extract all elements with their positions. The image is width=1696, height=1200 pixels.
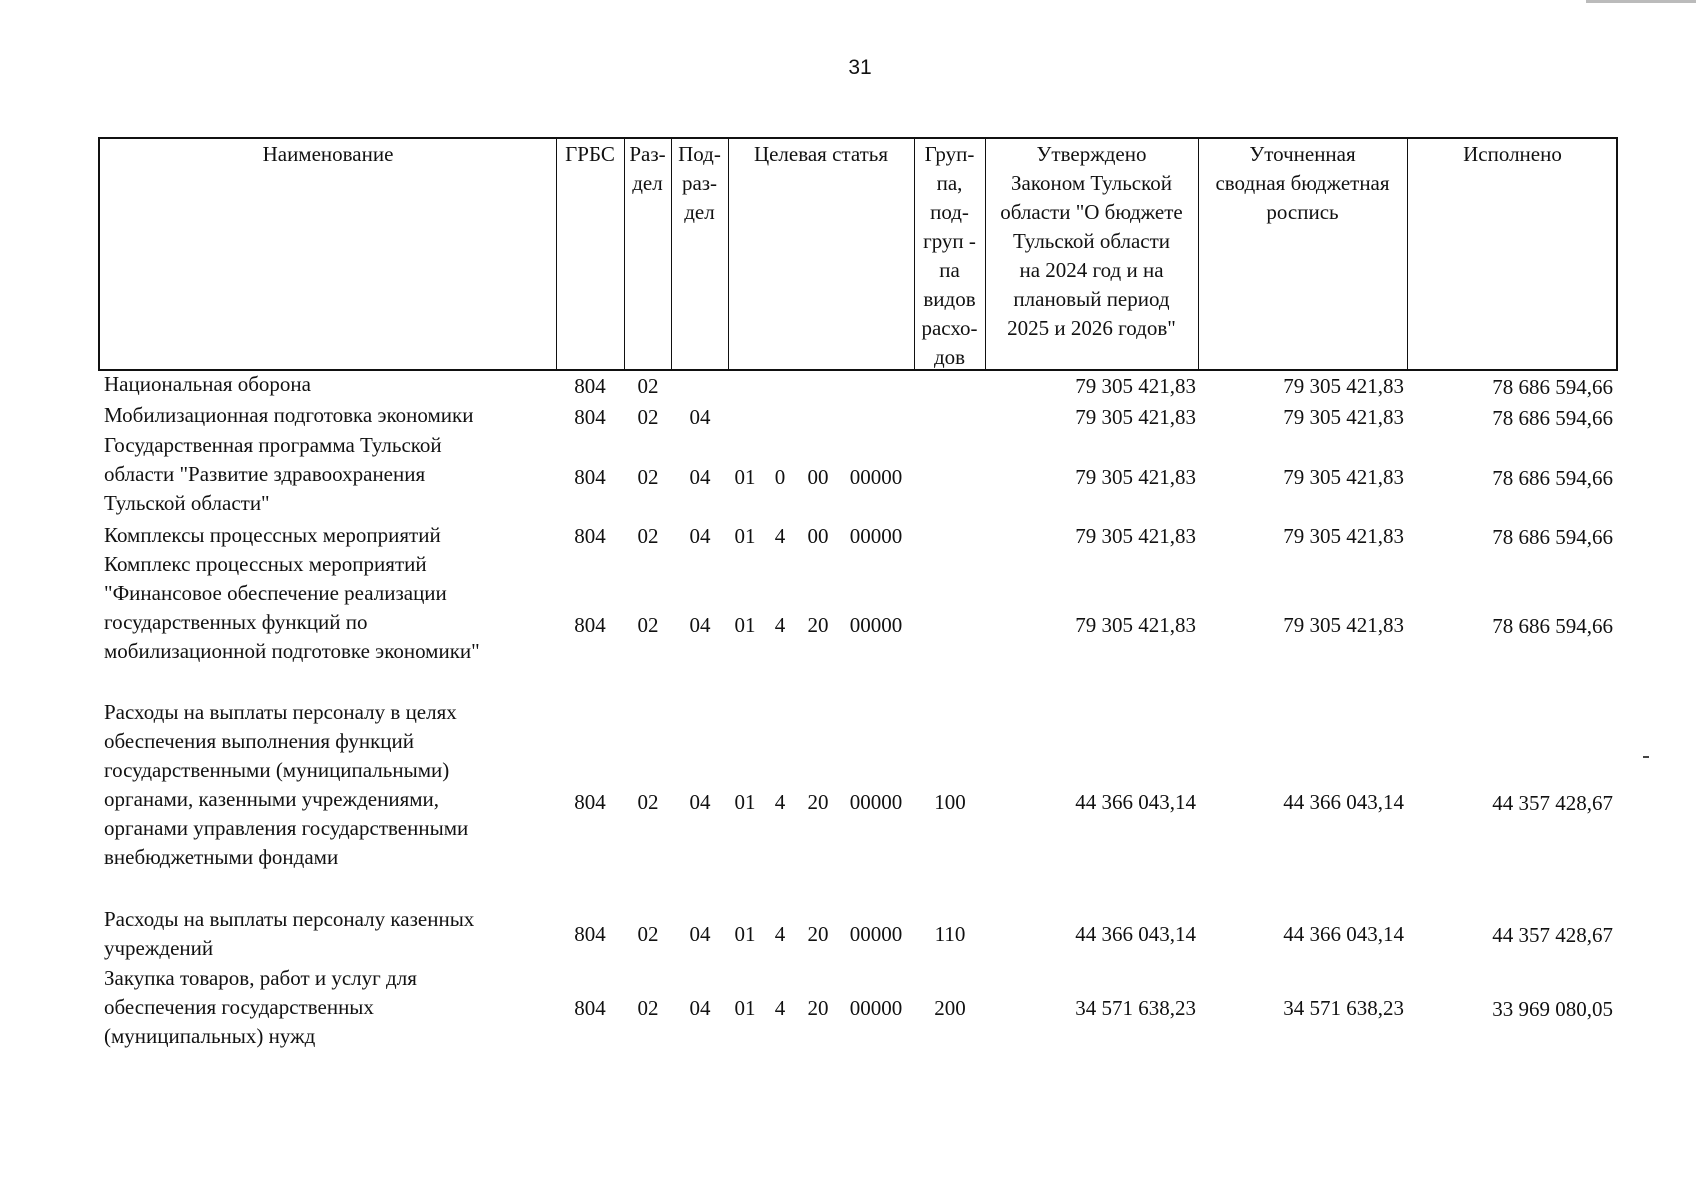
cell-podrazdel: 04: [689, 465, 711, 489]
cell-utochnennaya: 79 305 421,83: [1283, 374, 1404, 398]
cell-utochnennaya: 79 305 421,83: [1283, 405, 1404, 429]
cell-podrazdel: 04: [689, 524, 711, 548]
row-name: Государственная программа Тульской области "Развитие здравоохранения Тульской области": [104, 433, 442, 515]
cell-grbs: 804: [574, 374, 606, 398]
cell-cs-direction: 00000: [849, 613, 903, 637]
cell-grbs: 804: [574, 922, 606, 946]
cell-ispolneno: 78 686 594,66: [1492, 525, 1613, 549]
cell-utverzhdeno: 44 366 043,14: [1075, 790, 1196, 814]
cell-cs-program: 01: [734, 613, 756, 637]
cell-utverzhdeno: 79 305 421,83: [1075, 613, 1196, 637]
cell-razdel: 02: [637, 613, 659, 637]
cell-utochnennaya: 79 305 421,83: [1283, 465, 1404, 489]
cell-grbs: 804: [574, 465, 606, 489]
header-utverzhdeno: Утверждено Законом Тульской области "О бюджете Тульской области на 2024 год и на плановый период 2025 и 2026 годов": [1000, 142, 1183, 340]
cell-utverzhdeno: 44 366 043,14: [1075, 922, 1196, 946]
cell-utochnennaya: 44 366 043,14: [1283, 790, 1404, 814]
cell-cs-event: 20: [807, 790, 829, 814]
row-name: Мобилизационная подготовка экономики: [104, 403, 474, 427]
cell-razdel: 02: [637, 922, 659, 946]
cell-podrazdel: 04: [689, 405, 711, 429]
header-utochnennaya: Уточненная сводная бюджетная роспись: [1215, 142, 1390, 224]
row-name: Комплекс процессных мероприятий "Финансовое обеспечение реализации государственных функций по мобилизационной подготовке экономики": [104, 552, 480, 663]
cell-cs-direction: 00000: [849, 922, 903, 946]
cell-cs-event: 00: [807, 465, 829, 489]
header-gruppa: Груп- па, под- груп - па видов расхо- дов: [921, 142, 978, 369]
cell-razdel: 02: [637, 524, 659, 548]
cell-cs-program: 01: [734, 996, 756, 1020]
cell-cs-event: 20: [807, 996, 829, 1020]
cell-ispolneno: 78 686 594,66: [1492, 375, 1613, 399]
page-number: 31: [848, 56, 872, 79]
cell-podrazdel: 04: [689, 790, 711, 814]
cell-razdel: 02: [637, 374, 659, 398]
cell-podrazdel: 04: [689, 996, 711, 1020]
cell-utochnennaya: 79 305 421,83: [1283, 524, 1404, 548]
row-name: Национальная оборона: [104, 372, 311, 396]
cell-utverzhdeno: 34 571 638,23: [1075, 996, 1196, 1020]
cell-ispolneno: 78 686 594,66: [1492, 466, 1613, 490]
cell-gruppa: 100: [934, 790, 966, 814]
cell-utochnennaya: 34 571 638,23: [1283, 996, 1404, 1020]
cell-cs-program: 01: [734, 922, 756, 946]
cell-grbs: 804: [574, 405, 606, 429]
header-celevaya-statya: Целевая статья: [753, 142, 889, 166]
cell-razdel: 02: [637, 465, 659, 489]
cell-gruppa: 110: [934, 922, 966, 946]
cell-ispolneno: 78 686 594,66: [1492, 406, 1613, 430]
header-razdel: Раз- дел: [629, 142, 666, 195]
cell-ispolneno: 44 357 428,67: [1492, 923, 1613, 947]
cell-podrazdel: 04: [689, 922, 711, 946]
cell-razdel: 02: [637, 790, 659, 814]
cell-cs-direction: 00000: [849, 790, 903, 814]
cell-cs-event: 00: [807, 524, 829, 548]
cell-grbs: 804: [574, 613, 606, 637]
cell-cs-type: 4: [774, 524, 786, 548]
cell-cs-program: 01: [734, 524, 756, 548]
cell-ispolneno: 78 686 594,66: [1492, 614, 1613, 638]
header-grbs: ГРБС: [565, 142, 615, 166]
header-ispolneno: Исполнено: [1463, 142, 1562, 166]
row-name: Расходы на выплаты персоналу казенных учреждений: [104, 907, 475, 960]
cell-cs-type: 4: [774, 922, 786, 946]
cell-cs-direction: 00000: [849, 465, 903, 489]
cell-razdel: 02: [637, 996, 659, 1020]
cell-grbs: 804: [574, 524, 606, 548]
header-podrazdel: Под- раз- дел: [678, 142, 721, 224]
cell-cs-program: 01: [734, 465, 756, 489]
cell-cs-program: 01: [734, 790, 756, 814]
cell-utverzhdeno: 79 305 421,83: [1075, 524, 1196, 548]
cell-grbs: 804: [574, 790, 606, 814]
cell-utochnennaya: 79 305 421,83: [1283, 613, 1404, 637]
cell-utochnennaya: 44 366 043,14: [1283, 922, 1404, 946]
cell-utverzhdeno: 79 305 421,83: [1075, 374, 1196, 398]
cell-utverzhdeno: 79 305 421,83: [1075, 405, 1196, 429]
row-name: Закупка товаров, работ и услуг для обеспечения государственных (муниципальных) нужд: [104, 966, 417, 1048]
cell-utverzhdeno: 79 305 421,83: [1075, 465, 1196, 489]
cell-ispolneno: 44 357 428,67: [1492, 791, 1613, 815]
header-divider: [1407, 137, 1408, 371]
cell-cs-event: 20: [807, 613, 829, 637]
cell-razdel: 02: [637, 405, 659, 429]
cell-cs-type: 4: [774, 613, 786, 637]
cell-cs-direction: 00000: [849, 996, 903, 1020]
header-divider: [728, 137, 729, 371]
cell-cs-direction: 00000: [849, 524, 903, 548]
cell-cs-type: 4: [774, 790, 786, 814]
scan-edge-mark: [1586, 0, 1696, 3]
row-name: Комплексы процессных мероприятий: [104, 523, 441, 547]
cell-ispolneno: 33 969 080,05: [1492, 997, 1613, 1021]
header-divider: [556, 137, 557, 371]
row-name: Расходы на выплаты персоналу в целях обеспечения выполнения функций государственными (муниципальными) органами, казенными учреждениями, органами управления государственными внебюджетными фондами: [104, 700, 469, 869]
cell-podrazdel: 04: [689, 613, 711, 637]
scan-speck: [1643, 756, 1649, 758]
cell-gruppa: 200: [934, 996, 966, 1020]
cell-cs-event: 20: [807, 922, 829, 946]
cell-cs-type: 0: [774, 465, 786, 489]
header-name: Наименование: [262, 142, 394, 166]
cell-cs-type: 4: [774, 996, 786, 1020]
cell-grbs: 804: [574, 996, 606, 1020]
